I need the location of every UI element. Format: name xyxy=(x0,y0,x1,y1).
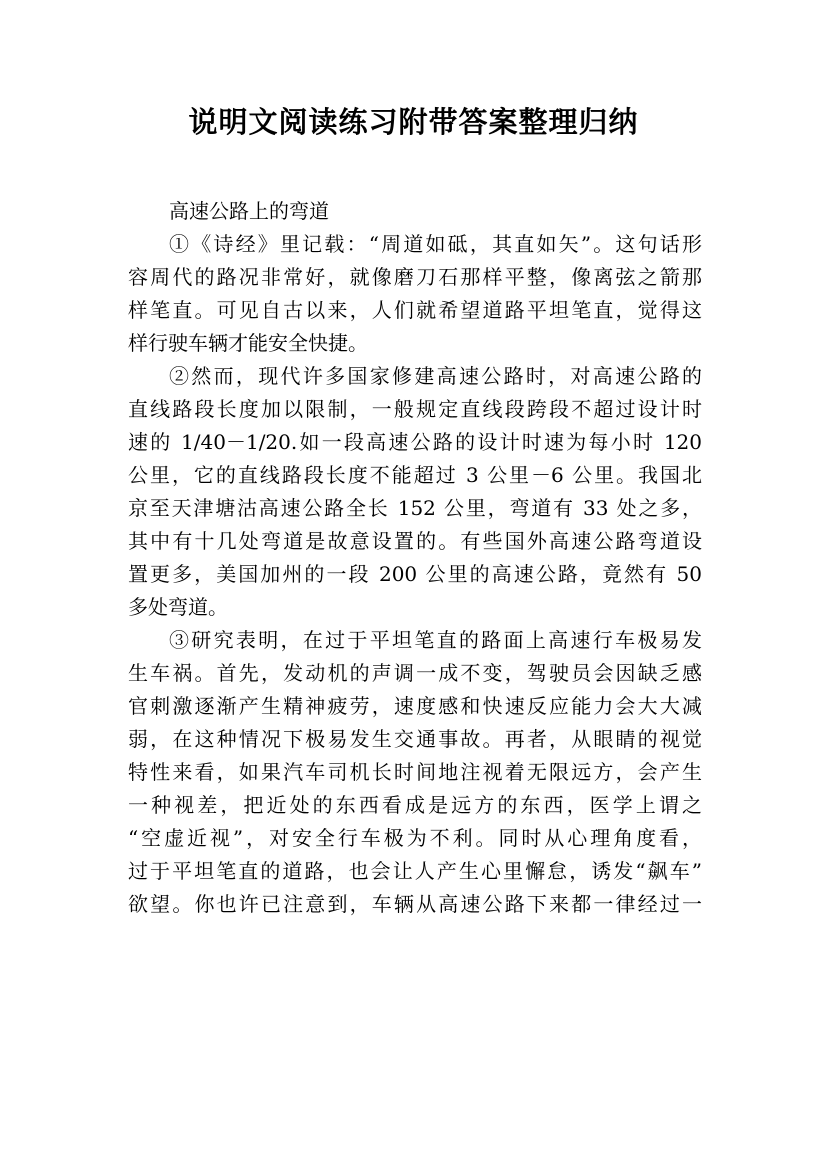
paragraph-line: 一种视差，把近处的东西看成是远方的东西，医学上谓之 xyxy=(128,793,702,817)
paragraph-line: ①《诗经》里记载：“周道如砥，其直如矢”。这句话形 xyxy=(169,232,702,256)
paragraph-line: 置更多，美国加州的一段 200 公里的高速公路，竟然有 50 xyxy=(128,562,702,586)
paragraph-line: 样行驶车辆才能安全快捷。 xyxy=(128,331,368,355)
paragraph-line: 过于平坦笔直的道路，也会让人产生心里懈怠，诱发“飙车” xyxy=(128,859,702,883)
paragraph-line: 多处弯道。 xyxy=(128,595,228,619)
article-subtitle: 高速公路上的弯道 xyxy=(169,199,329,223)
paragraph-line: 速的 1/40－1/20.如一段高速公路的设计时速为每小时 120 xyxy=(128,430,702,454)
paragraph-line: 京至天津塘沽高速公路全长 152 公里，弯道有 33 处之多， xyxy=(128,496,702,520)
document-title: 说明文阅读练习附带答案整理归纳 xyxy=(188,105,639,139)
paragraph-1 xyxy=(128,228,702,360)
paragraph-line: “空虚近视”，对安全行车极为不利。同时从心理角度看， xyxy=(128,826,702,850)
paragraph-line: 特性来看，如果汽车司机长时间地注视着无限远方，会产生 xyxy=(128,760,702,784)
document-body xyxy=(128,195,702,921)
paragraph-line: 直线路段长度加以限制，一般规定直线段跨段不超过设计时 xyxy=(128,397,702,421)
paragraph-line: 弱，在这种情况下极易发生交通事故。再者，从眼睛的视觉 xyxy=(128,727,702,751)
paragraph-2 xyxy=(128,360,702,624)
paragraph-line: 官刺激逐渐产生精神疲劳，速度感和快速反应能力会大大减 xyxy=(128,694,702,718)
paragraph-line: ③研究表明，在过于平坦笔直的路面上高速行车极易发 xyxy=(169,628,702,652)
paragraph-line: 欲望。你也许已注意到，车辆从高速公路下来都一律经过一 xyxy=(128,892,702,916)
paragraph-3 xyxy=(128,624,702,921)
paragraph-line: 容周代的路况非常好，就像磨刀石那样平整，像离弦之箭那 xyxy=(128,265,702,289)
paragraph-line: 生车祸。首先，发动机的声调一成不变，驾驶员会因缺乏感 xyxy=(128,661,702,685)
paragraph-line: 样笔直。可见自古以来，人们就希望道路平坦笔直，觉得这 xyxy=(128,298,702,322)
paragraph-line: 公里，它的直线路段长度不能超过 3 公里－6 公里。我国北 xyxy=(128,463,702,487)
paragraph-line: 其中有十几处弯道是故意设置的。有些国外高速公路弯道设 xyxy=(128,529,702,553)
paragraph-line: ②然而，现代许多国家修建高速公路时，对高速公路的 xyxy=(169,364,702,388)
